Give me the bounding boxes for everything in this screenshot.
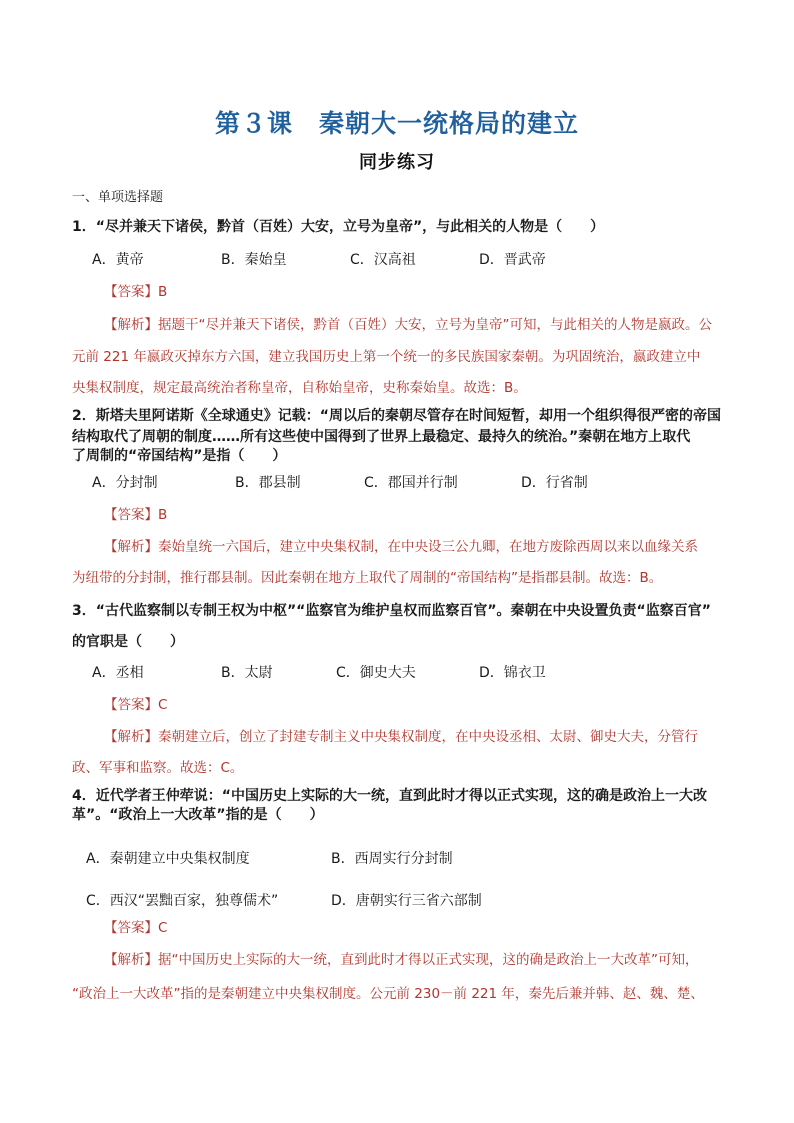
q4-option-d: D．唐朝实行三省六部制 <box>331 893 482 909</box>
question-4-stem-line: 4．近代学者王仲荦说：“中国历史上实际的大一统，直到此时才得以正式实现，这的确是政治上一大改 <box>72 788 707 804</box>
q1-explanation-line: 元前 221 年嬴政灭掉东方六国，建立我国历史上第一个统一的多民族国家秦朝。为巩固统治，嬴政建立中 <box>72 349 701 365</box>
q4-option-c: C．西汉“罢黜百家，独尊儒术” <box>86 893 279 909</box>
answer-tag: 【答案】 <box>104 507 158 523</box>
question-2-stem-line: 2．斯塔夫里阿诺斯《全球通史》记载：“周以后的秦朝尽管存在时间短暂，却用一个组织得很严密的帝国 <box>72 408 721 424</box>
question-2-stem-line: 结构取代了周朝的制度……所有这些使中国得到了世界上最稳定、最持久的统治。”秦朝在地方上取代 <box>72 429 691 445</box>
question-4-stem-line: 革”。“政治上一大改革”指的是（ ） <box>72 807 324 823</box>
explanation-text: 秦始皇统一六国后，建立中央集权制，在中央设三公九卿，在地方废除西周以来以血缘关系 <box>158 539 698 555</box>
q4-explanation-line: “政治上一大改革”指的是秦朝建立中央集权制度。公元前 230－前 221 年，秦先后兼并韩、赵、魏、楚、 <box>72 986 704 1002</box>
question-2-stem-line: 了周制的“帝国结构”是指（ ） <box>72 448 287 464</box>
question-3-stem-line: 3．“古代监察制以专制王权为中枢”“监察官为维护皇权而监察百官”。秦朝在中央设置负责“监察百官” <box>72 603 711 619</box>
q1-option-a: A．黄帝 <box>92 252 144 268</box>
explanation-tag: 【解析】 <box>104 317 158 333</box>
q4-option-b: B．西周实行分封制 <box>331 851 453 867</box>
answer-value: C <box>158 697 168 713</box>
section-heading: 一、单项选择题 <box>72 190 164 205</box>
answer-value: C <box>158 920 168 936</box>
answer-tag: 【答案】 <box>104 284 158 300</box>
explanation-text: 据题干“尽并兼天下诸侯，黔首（百姓）大安，立号为皇帝”可知，与此相关的人物是嬴政。公 <box>158 317 712 333</box>
answer-value: B <box>158 507 168 523</box>
q2-answer <box>104 505 167 525</box>
question-1-stem: 1．“尽并兼天下诸侯，黔首（百姓）大安，立号为皇帝”，与此相关的人物是（ ） <box>72 219 605 235</box>
explanation-text: 秦朝建立后，创立了封建专制主义中央集权制度，在中央设丞相、太尉、御史大夫，分管行 <box>158 729 698 745</box>
lesson-subtitle: 同步练习 <box>359 152 435 173</box>
explanation-tag: 【解析】 <box>104 539 158 555</box>
q1-option-b: B．秦始皇 <box>221 252 287 268</box>
lesson-title: 第３课 秦朝大一统格局的建立 <box>214 109 579 138</box>
q2-explanation-line: 为纽带的分封制，推行郡县制。因此秦朝在地方上取代了周制的“帝国结构”是指郡县制。故选：B。 <box>72 570 663 586</box>
explanation-text: 据“中国历史上实际的大一统，直到此时才得以正式实现，这的确是政治上一大改革”可知， <box>158 952 699 968</box>
answer-value: B <box>158 284 168 300</box>
q3-explanation-line: 政、军事和监察。故选：C。 <box>72 760 244 776</box>
q3-explanation-line <box>104 727 698 747</box>
q4-answer <box>104 918 167 938</box>
q1-explanation-line: 央集权制度，规定最高统治者称皇帝，自称始皇帝，史称秦始皇。故选：B。 <box>72 380 527 396</box>
q2-option-b: B．郡县制 <box>235 475 301 491</box>
explanation-tag: 【解析】 <box>104 729 158 745</box>
answer-tag: 【答案】 <box>104 920 158 936</box>
q1-option-d: D．晋武帝 <box>479 252 546 268</box>
q3-answer <box>104 695 167 715</box>
question-3-stem-line: 的官职是（ ） <box>72 634 184 650</box>
q3-option-b: B．太尉 <box>221 665 273 681</box>
q3-option-a: A．丞相 <box>92 665 144 681</box>
q3-option-c: C．御史大夫 <box>336 665 416 681</box>
q2-option-a: A．分封制 <box>92 475 158 491</box>
q4-explanation-line <box>104 950 699 970</box>
q2-explanation-line <box>104 537 698 557</box>
q1-answer <box>104 282 167 302</box>
q1-option-c: C．汉高祖 <box>350 252 416 268</box>
q3-option-d: D．锦衣卫 <box>479 665 546 681</box>
answer-tag: 【答案】 <box>104 697 158 713</box>
q1-explanation-line <box>104 315 712 335</box>
explanation-tag: 【解析】 <box>104 952 158 968</box>
q2-option-c: C．郡国并行制 <box>364 475 458 491</box>
q2-option-d: D．行省制 <box>521 475 588 491</box>
q4-option-a: A．秦朝建立中央集权制度 <box>86 851 250 867</box>
